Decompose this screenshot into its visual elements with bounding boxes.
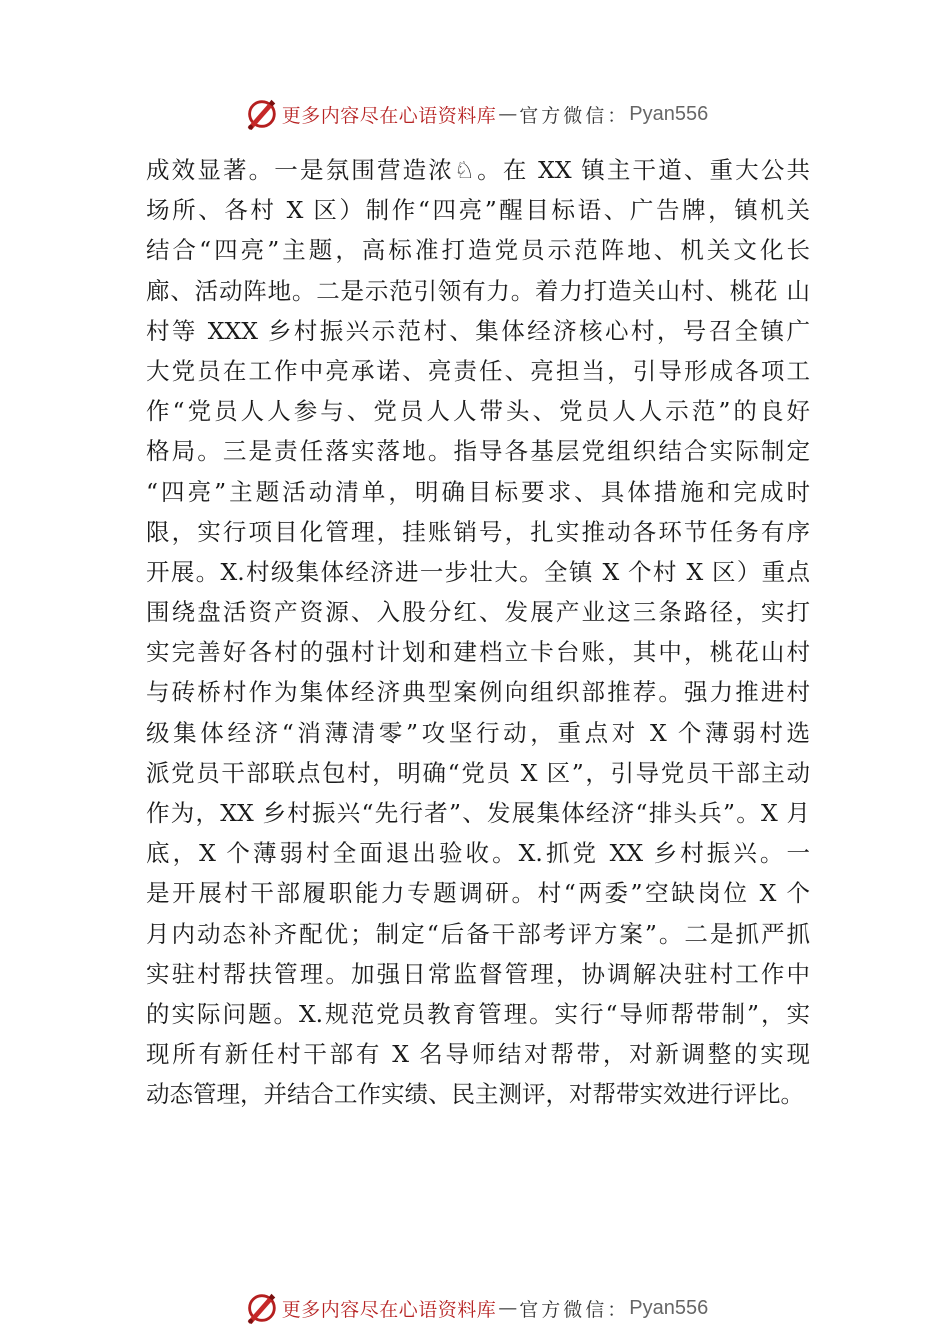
body-line-1: 成效显著。一是氛围营造浓♘。在 XX 镇主干道、重大公共	[146, 156, 810, 184]
body-line-23: 现所有新任村干部有 X 名导师结对帮带，对新调整的实现	[146, 1040, 810, 1069]
body-line-7: 作“党员人人参与、党员人人带头、党员人人示范”的良好	[146, 397, 810, 426]
body-line-11: 开展。X.村级集体经济进一步壮大。全镇 X 个村 X 区）重点	[146, 557, 810, 586]
pen-logo-icon	[242, 1289, 280, 1327]
body-line-13: 实完善好各村的强村计划和建档立卡台账，其中，桃花山村	[146, 638, 810, 667]
header-brand: 更多内容尽在心语资料库	[281, 104, 497, 127]
body-line-18: 底，X 个薄弱村全面退出验收。X.抓党 XX 乡村振兴。一	[146, 839, 810, 868]
body-line-24: 动态管理，并结合工作实绩、民主测评，对帮带实效进行评比。	[146, 1080, 804, 1109]
footer-official-label: 官方微信：	[519, 1298, 630, 1321]
body-line-2: 场所、各村 X 区）制作“四亮”醒目标语、广告牌，镇机关	[146, 196, 810, 225]
body-line-16: 派党员干部联点包村，明确“党员 X 区”，引导党员干部主动	[146, 758, 810, 787]
body-line-15: 级集体经济“消薄清零”攻坚行动，重点对 X 个薄弱村选	[146, 718, 810, 747]
body-line-12: 围绕盘活资产资源、入股分红、发展产业这三条路径，实打	[146, 598, 810, 627]
body-line-4: 廊、活动阵地。二是示范引领有力。着力打造关山村、桃花 山	[146, 276, 810, 305]
body-line-14: 与砖桥村作为集体经济典型案例向组织部推荐。强力推进村	[146, 678, 810, 707]
footer-dash: —	[498, 1297, 518, 1319]
body-line-6: 大党员在工作中亮承诺、亮责任、亮担当，引导形成各项工	[146, 356, 810, 385]
body-line-8: 格局。三是责任落实落地。指导各基层党组织结合实际制定	[146, 437, 810, 466]
footer-banner	[0, 1288, 950, 1328]
body-line-20: 月内动态补齐配优；制定“后备干部考评方案”。二是抓严抓	[146, 919, 810, 948]
header-banner	[0, 94, 950, 134]
document-body	[146, 150, 810, 1115]
body-line-19: 是开展村干部履职能力专题调研。村“两委”空缺岗位 X 个	[146, 879, 810, 908]
body-line-22: 的实际问题。X.规范党员教育管理。实行“导师帮带制”，实	[146, 999, 810, 1028]
body-line-9: “四亮”主题活动清单，明确目标要求、具体措施和完成时	[146, 477, 810, 506]
body-line-21: 实驻村帮扶管理。加强日常监督管理，协调解决驻村工作中	[146, 959, 810, 988]
body-line-5: 村等 XXX 乡村振兴示范村、集体经济核心村，号召全镇广	[146, 316, 810, 345]
header-official-label: 官方微信：	[519, 104, 630, 127]
header-wechat-id: Pyan556	[629, 102, 709, 125]
body-line-17: 作为，XX 乡村振兴“先行者”、发展集体经济“排头兵”。X 月	[146, 799, 810, 827]
footer-wechat-id: Pyan556	[629, 1296, 709, 1319]
body-line-3: 结合“四亮”主题，高标准打造党员示范阵地、机关文化长	[146, 236, 810, 265]
footer-brand: 更多内容尽在心语资料库	[281, 1298, 497, 1321]
body-line-10: 限，实行项目化管理，挂账销号，扎实推动各环节任务有序	[146, 517, 810, 546]
header-dash: —	[498, 103, 518, 125]
pen-logo-icon	[242, 95, 280, 133]
